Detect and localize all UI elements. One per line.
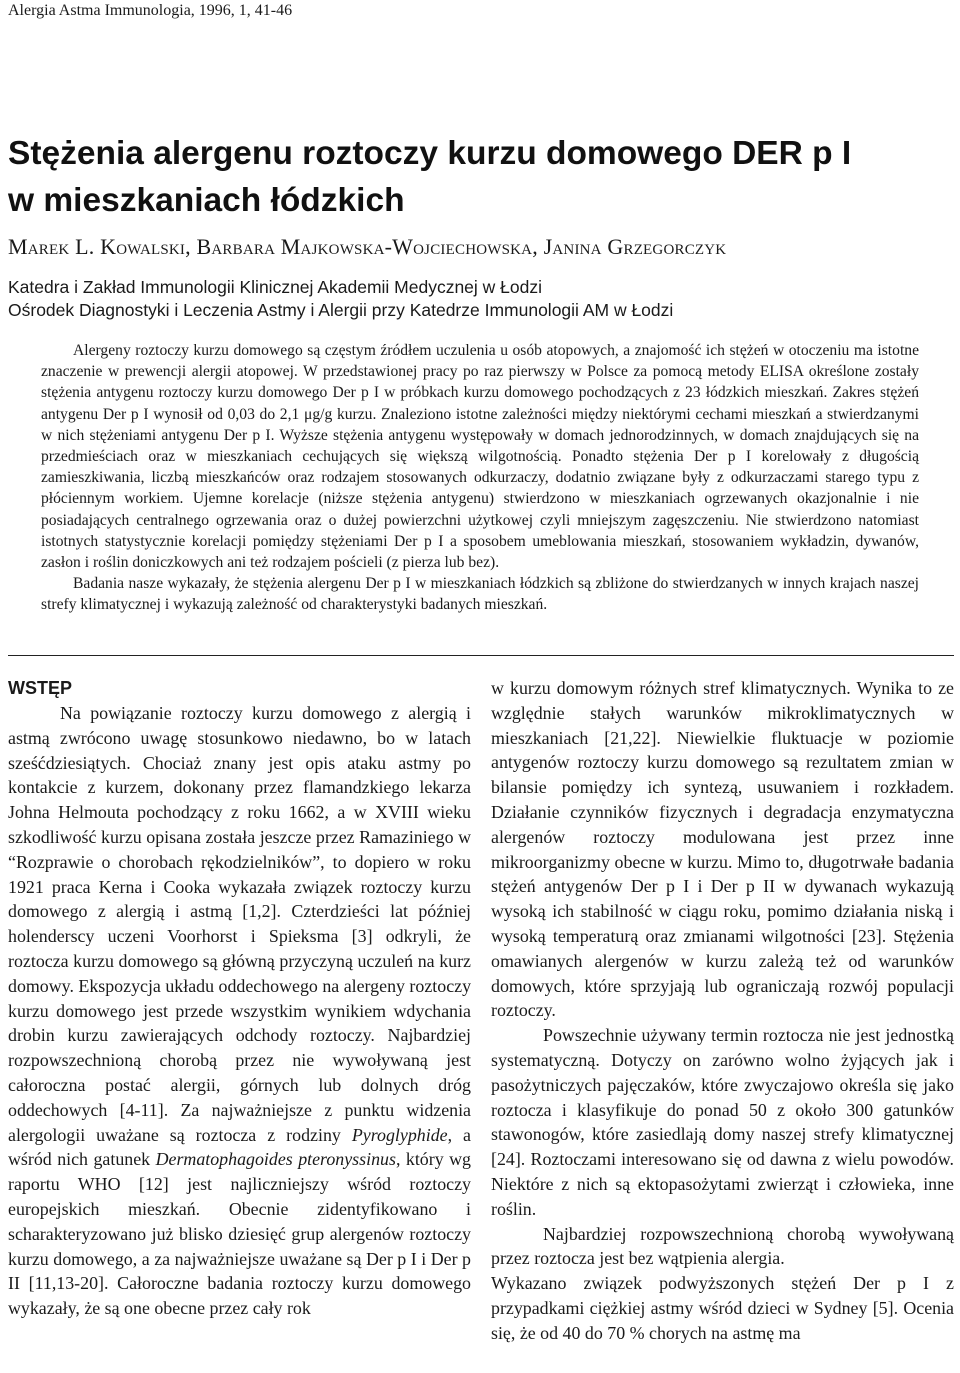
right-column	[491, 676, 954, 1346]
abstract-paragraph-2: Badania nasze wykazały, że stężenia alergenu Der p I w mieszkaniach łódzkich są zbliżone do stwierdzanych w innych krajach naszej strefy klimatycznej i wykazują zależność od charakterystyki badanych mieszkań.	[41, 575, 919, 614]
right-paragraph-1: w kurzu domowym różnych stref klimatycznych. Wynika to ze względnie stałych warunków mikroklimatycznych w mieszkaniach [21,22]. Niewielkie fluktuacje w poziomie antygenów roztoczy kurzu domowego są rezultatem zmian w bilansie pomiędzy ich syntezą, usuwaniem i rozkładem. Działanie czynników fizycznych i degradacja enzymatyczna alergenów roztoczy modulowana jest przez inne mikroorganizmy obecne w kurzu. Mimo to, długotrwałe badania stężeń antygenów Der p I i Der p II w dywanach wykazują wysoką ich stabilność w ciągu roku, pomimo działania niską i wysoką temperaturą oraz zmianami wilgotności [23]. Stężenia omawianych alergenów w kurzu zależą też od warunków domowych, które sprzyjają lub ograniczają rozwój populacji roztoczy.	[491, 678, 954, 1021]
intro-paragraph-1	[8, 701, 471, 1321]
author-list: Marek L. Kowalski, Barbara Majkowska-Wojciechowska, Janina Grzegorczyk	[8, 234, 727, 259]
affiliations	[8, 276, 673, 322]
affiliation-1: Katedra i Zakład Immunologii Klinicznej Akademii Medycznej w Łodzi	[8, 277, 542, 297]
intro-text-b: , a wśród nich gatunek	[8, 1124, 471, 1170]
right-paragraph-2: Powszechnie używany termin roztocza nie jest jednostką systematyczną. Dotyczy on zarówno wolno żyjących jak i pasożytniczych pajęczaków, które zwyczajowo określa się jako roztocza i klasyfikuje do ponad 50 z około 300 gatunków stawonogów, które zasiedlają domy naszej strefy klimatycznej [24]. Roztoczami interesowano się od dawna z wielu powodów. Niektóre z nich są ektopasożytami zwierząt i człowieka, inne roślin.	[491, 1025, 954, 1219]
article-title	[8, 130, 851, 224]
right-paragraph-4: Wykazano związek podwyższonych stężeń Der p I z przypadkami ciężkiej astmy wśród dzieci w Sydney [5]. Ocenia się, że od 40 do 70 % chorych na astmę ma	[491, 1273, 954, 1343]
abstract	[41, 340, 919, 616]
intro-text-c: , który wg raportu WHO [12] jest najliczniejszy wśród roztoczy europejskich mieszkań. Obecnie zidentyfikowano i scharakteryzowano już blisko dziesięć grup alergenów roztoczy kurzu domowego, a za najważniejsze uważane są Der p I i Der p II [11,13-20]. Całoroczne badania roztoczy kurzu domowego wykazały, że są one obecne przez cały rok	[8, 1149, 471, 1319]
title-line-1: Stężenia alergenu roztoczy kurzu domowego DER p I	[8, 135, 852, 172]
abstract-paragraph-1: Alergeny roztoczy kurzu domowego są częstym źródłem uczulenia u osób atopowych, a znajomość ich stężeń w otoczeniu ma istotne znaczenie w prewencji alergii atopowej. W przedstawionej pracy po raz pierwszy w Polsce za pomocą metody ELISA określone zostały stężenia antygenu roztoczy kurzu domowego Der p I w próbkach kurzu domowego pochodzących z 23 łódzkich mieszkań. Zakres stężeń antygenu Der p I wynosił od 0,03 do 2,1 μg/g kurzu. Znaleziono istotne zależności między niektórymi cechami mieszkań a stwierdzanymi w nich stężeniami antygenu Der p I. Wyższe stężenia antygenu występowały w domach jednorodzinnych, w domach znajdujących się na przedmieściach oraz w mieszkaniach cechujących się większą wilgotnością. Ponadto stężenia Der p I korelowały z długością zamieszkiwania, liczbą mieszkańców oraz rodzajem stosowanych odkurzaczy, dodatnio związane były z odkurzaczami starego typu z płóciennym workiem. Ujemne korelacje (niższe stężenia antygenu) stwierdzono w mieszkaniach ogrzewanych okazjonalnie i nie posiadających centralnego ogrzewania oraz o dużej powierzchni użytkowej czyli mniejszym zagęszczeniu. Nie stwierdzono natomiast istotnych statystycznie korelacji pomiędzy stężeniami Der p I a sposobem umeblowania mieszkań, stosowaniem wykładzin, dywanów, zasłon i roślin doniczkowych ani też rodzajem pościeli (z pierza lub bez).	[41, 342, 919, 572]
section-divider	[8, 655, 954, 656]
title-line-2: w mieszkaniach łódzkich	[8, 182, 405, 219]
right-paragraph-3: Najbardziej rozpowszechnioną chorobą wywoływaną przez roztocza jest bez wątpienia alergia.	[491, 1223, 954, 1269]
species-name: Dermatophagoides pteronyssinus	[155, 1149, 396, 1170]
affiliation-2: Ośrodek Diagnostyki i Leczenia Astmy i Alergii przy Katedrze Immunologii AM w Łodzi	[8, 300, 674, 320]
genus-family-name: Pyroglyphide	[351, 1124, 448, 1145]
intro-text-a: Na powiązanie roztoczy kurzu domowego z alergią i astmą zwrócono uwagę stosunkowo niedawno, bo w latach sześćdziesiątych. Chociaż znany jest opis ataku astmy po kontakcie z kurzem, dokonany przez flamandzkiego lekarza Johna Helmouta pochodzący z roku 1662, a w XVIII wieku szkodliwość kurzu opisana została jeszcze przez Ramaziniego w “Rozprawie o chorobach rękodzielników”, to dopiero w roku 1921 praca Kerna i Cooka wykazała związek roztoczy kurzu domowego z alergią i astmą [1,2]. Czterdzieści lat później holenderscy uczeni Voorhorst i Spieksma [3] odkryli, że roztocza kurzu domowego są główną przyczyną uczuleń na kurz domowy. Ekspozycja układu oddechowego na alergeny roztoczy kurzu domowego jest przede wszystkim wynikiem wdychania drobin kurzu zawierających odchody roztoczy. Najbardziej rozpowszechnioną chorobą przez nie wywoływaną jest całoroczna postać alergii, górnych lub dolnych dróg oddechowych [4-11]. Za najważniejsze z punktu widzenia alergologii uważane są roztocza z rodziny	[8, 703, 472, 1145]
journal-citation: Alergia Astma Immunologia, 1996, 1, 41-46	[8, 2, 293, 19]
section-heading-intro: WSTĘP	[8, 678, 73, 698]
left-column	[8, 676, 471, 1321]
